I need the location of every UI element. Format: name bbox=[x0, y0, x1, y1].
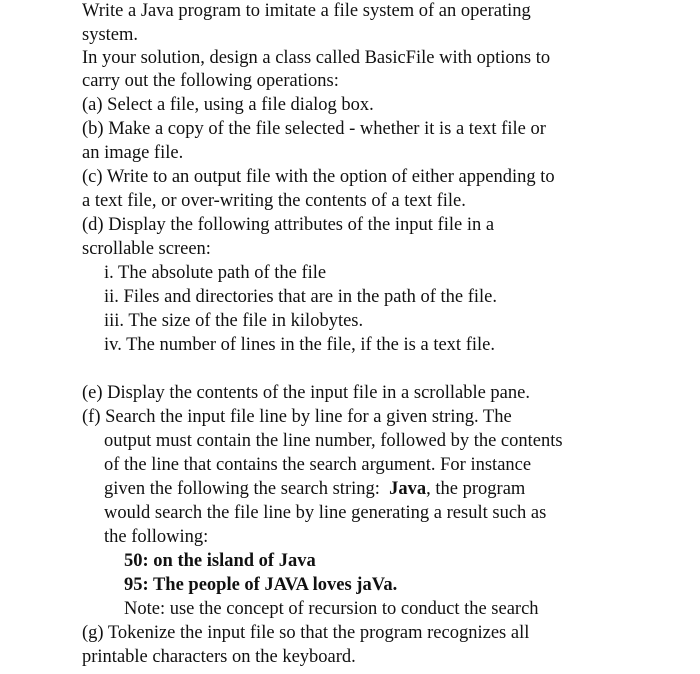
item-f-line: would search the file line by line generating a result such as bbox=[104, 503, 547, 523]
item-g-line: printable characters on the keyboard. bbox=[82, 647, 356, 667]
item-e: (e) Display the contents of the input file in a scrollable pane. bbox=[82, 383, 530, 403]
intro-line: carry out the following operations: bbox=[82, 71, 339, 91]
example-result-text: 95: The people of JAVA loves jaVa. bbox=[124, 575, 398, 595]
example-result bbox=[124, 574, 397, 596]
item-f-search-line bbox=[104, 478, 525, 500]
item-f-line: (f) Search the input file line by line for a given string. The bbox=[82, 407, 512, 427]
item-a: (a) Select a file, using a file dialog box. bbox=[82, 95, 374, 115]
search-line-prefix: given the following the search string: bbox=[104, 479, 390, 499]
sub-item: iii. The size of the file in kilobytes. bbox=[104, 311, 364, 331]
sub-item: ii. Files and directories that are in the path of the file. bbox=[104, 287, 497, 307]
recursion-note: Note: use the concept of recursion to conduct the search bbox=[124, 599, 539, 619]
intro-line: In your solution, design a class called BasicFile with options to bbox=[82, 48, 551, 68]
item-f-line: output must contain the line number, followed by the contents bbox=[104, 431, 563, 451]
search-term: Java bbox=[389, 479, 427, 499]
intro-line: system. bbox=[82, 25, 139, 45]
item-g-line: (g) Tokenize the input file so that the program recognizes all bbox=[82, 623, 530, 643]
item-d-line: scrollable screen: bbox=[82, 239, 211, 259]
sub-item: iv. The number of lines in the file, if the is a text file. bbox=[104, 335, 495, 355]
example-result-text: 50: on the island of Java bbox=[124, 551, 316, 571]
item-b-line: (b) Make a copy of the file selected - whether it is a text file or bbox=[82, 119, 546, 139]
item-c-line: a text file, or over-writing the contents of a text file. bbox=[82, 191, 466, 211]
example-result bbox=[124, 550, 316, 572]
item-f-line: the following: bbox=[104, 527, 209, 547]
item-d-line: (d) Display the following attributes of the input file in a bbox=[82, 215, 495, 235]
search-line-suffix: , the program bbox=[426, 479, 526, 499]
item-c-line: (c) Write to an output file with the option of either appending to bbox=[82, 167, 555, 187]
intro-line: Write a Java program to imitate a file system of an operating bbox=[82, 1, 531, 21]
item-f-line: of the line that contains the search argument. For instance bbox=[104, 455, 532, 475]
item-b-line: an image file. bbox=[82, 143, 184, 163]
sub-item: i. The absolute path of the file bbox=[104, 263, 327, 283]
